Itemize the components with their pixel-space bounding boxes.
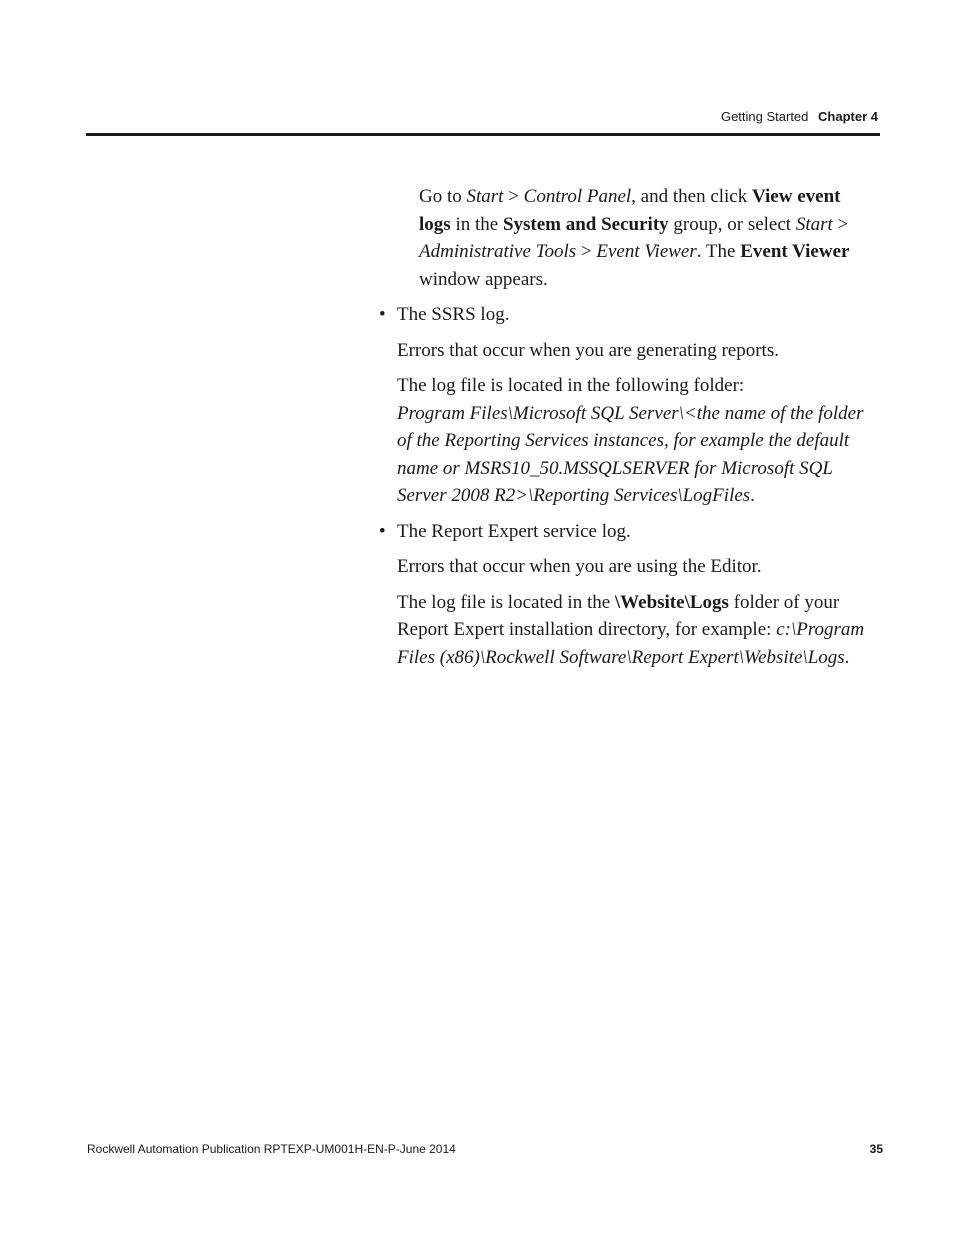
ssrs-log-location: The log file is located in the following folder: Program Files\Microsoft SQL Server\<the name of the folder of the Reporting Services instances, for example the default name or MSRS10_50.MSSQLSERVER for Microsoft SQL Server 2008 R2>\Reporting Services\LogFiles. bbox=[397, 375, 864, 506]
bullet-item-service-log: • The Report Expert service log. bbox=[375, 518, 875, 546]
header-chapter: Chapter 4 bbox=[818, 109, 878, 124]
bullet-icon: • bbox=[379, 304, 386, 325]
intro-paragraph: Go to Start > Control Panel, and then click View event logs in the System and Security group, or select Start > Administrative Tools > Event Viewer. The Event Viewer window appears. bbox=[419, 186, 850, 290]
header-section: Getting Started bbox=[720, 109, 809, 124]
ssrs-log-description: Errors that occur when you are generating reports. bbox=[397, 339, 779, 361]
page-number: 35 bbox=[869, 1142, 883, 1156]
header-rule bbox=[86, 133, 880, 136]
service-log-location: The log file is located in the \Website\Logs folder of your Report Expert installation directory, for example: c:\Program Files (x86)\Rockwell Software\Report Expert\Website\Logs. bbox=[397, 591, 865, 668]
bullet-item-ssrs-log: • The SSRS log. bbox=[375, 301, 875, 329]
running-header bbox=[721, 109, 878, 124]
bullet-icon: • bbox=[379, 520, 386, 542]
publication-info: Rockwell Automation Publication RPTEXP-UM001H-EN-P-June 2014 bbox=[87, 1142, 456, 1156]
service-log-description: Errors that occur when you are using the Editor. bbox=[397, 556, 762, 577]
main-content bbox=[375, 183, 875, 671]
